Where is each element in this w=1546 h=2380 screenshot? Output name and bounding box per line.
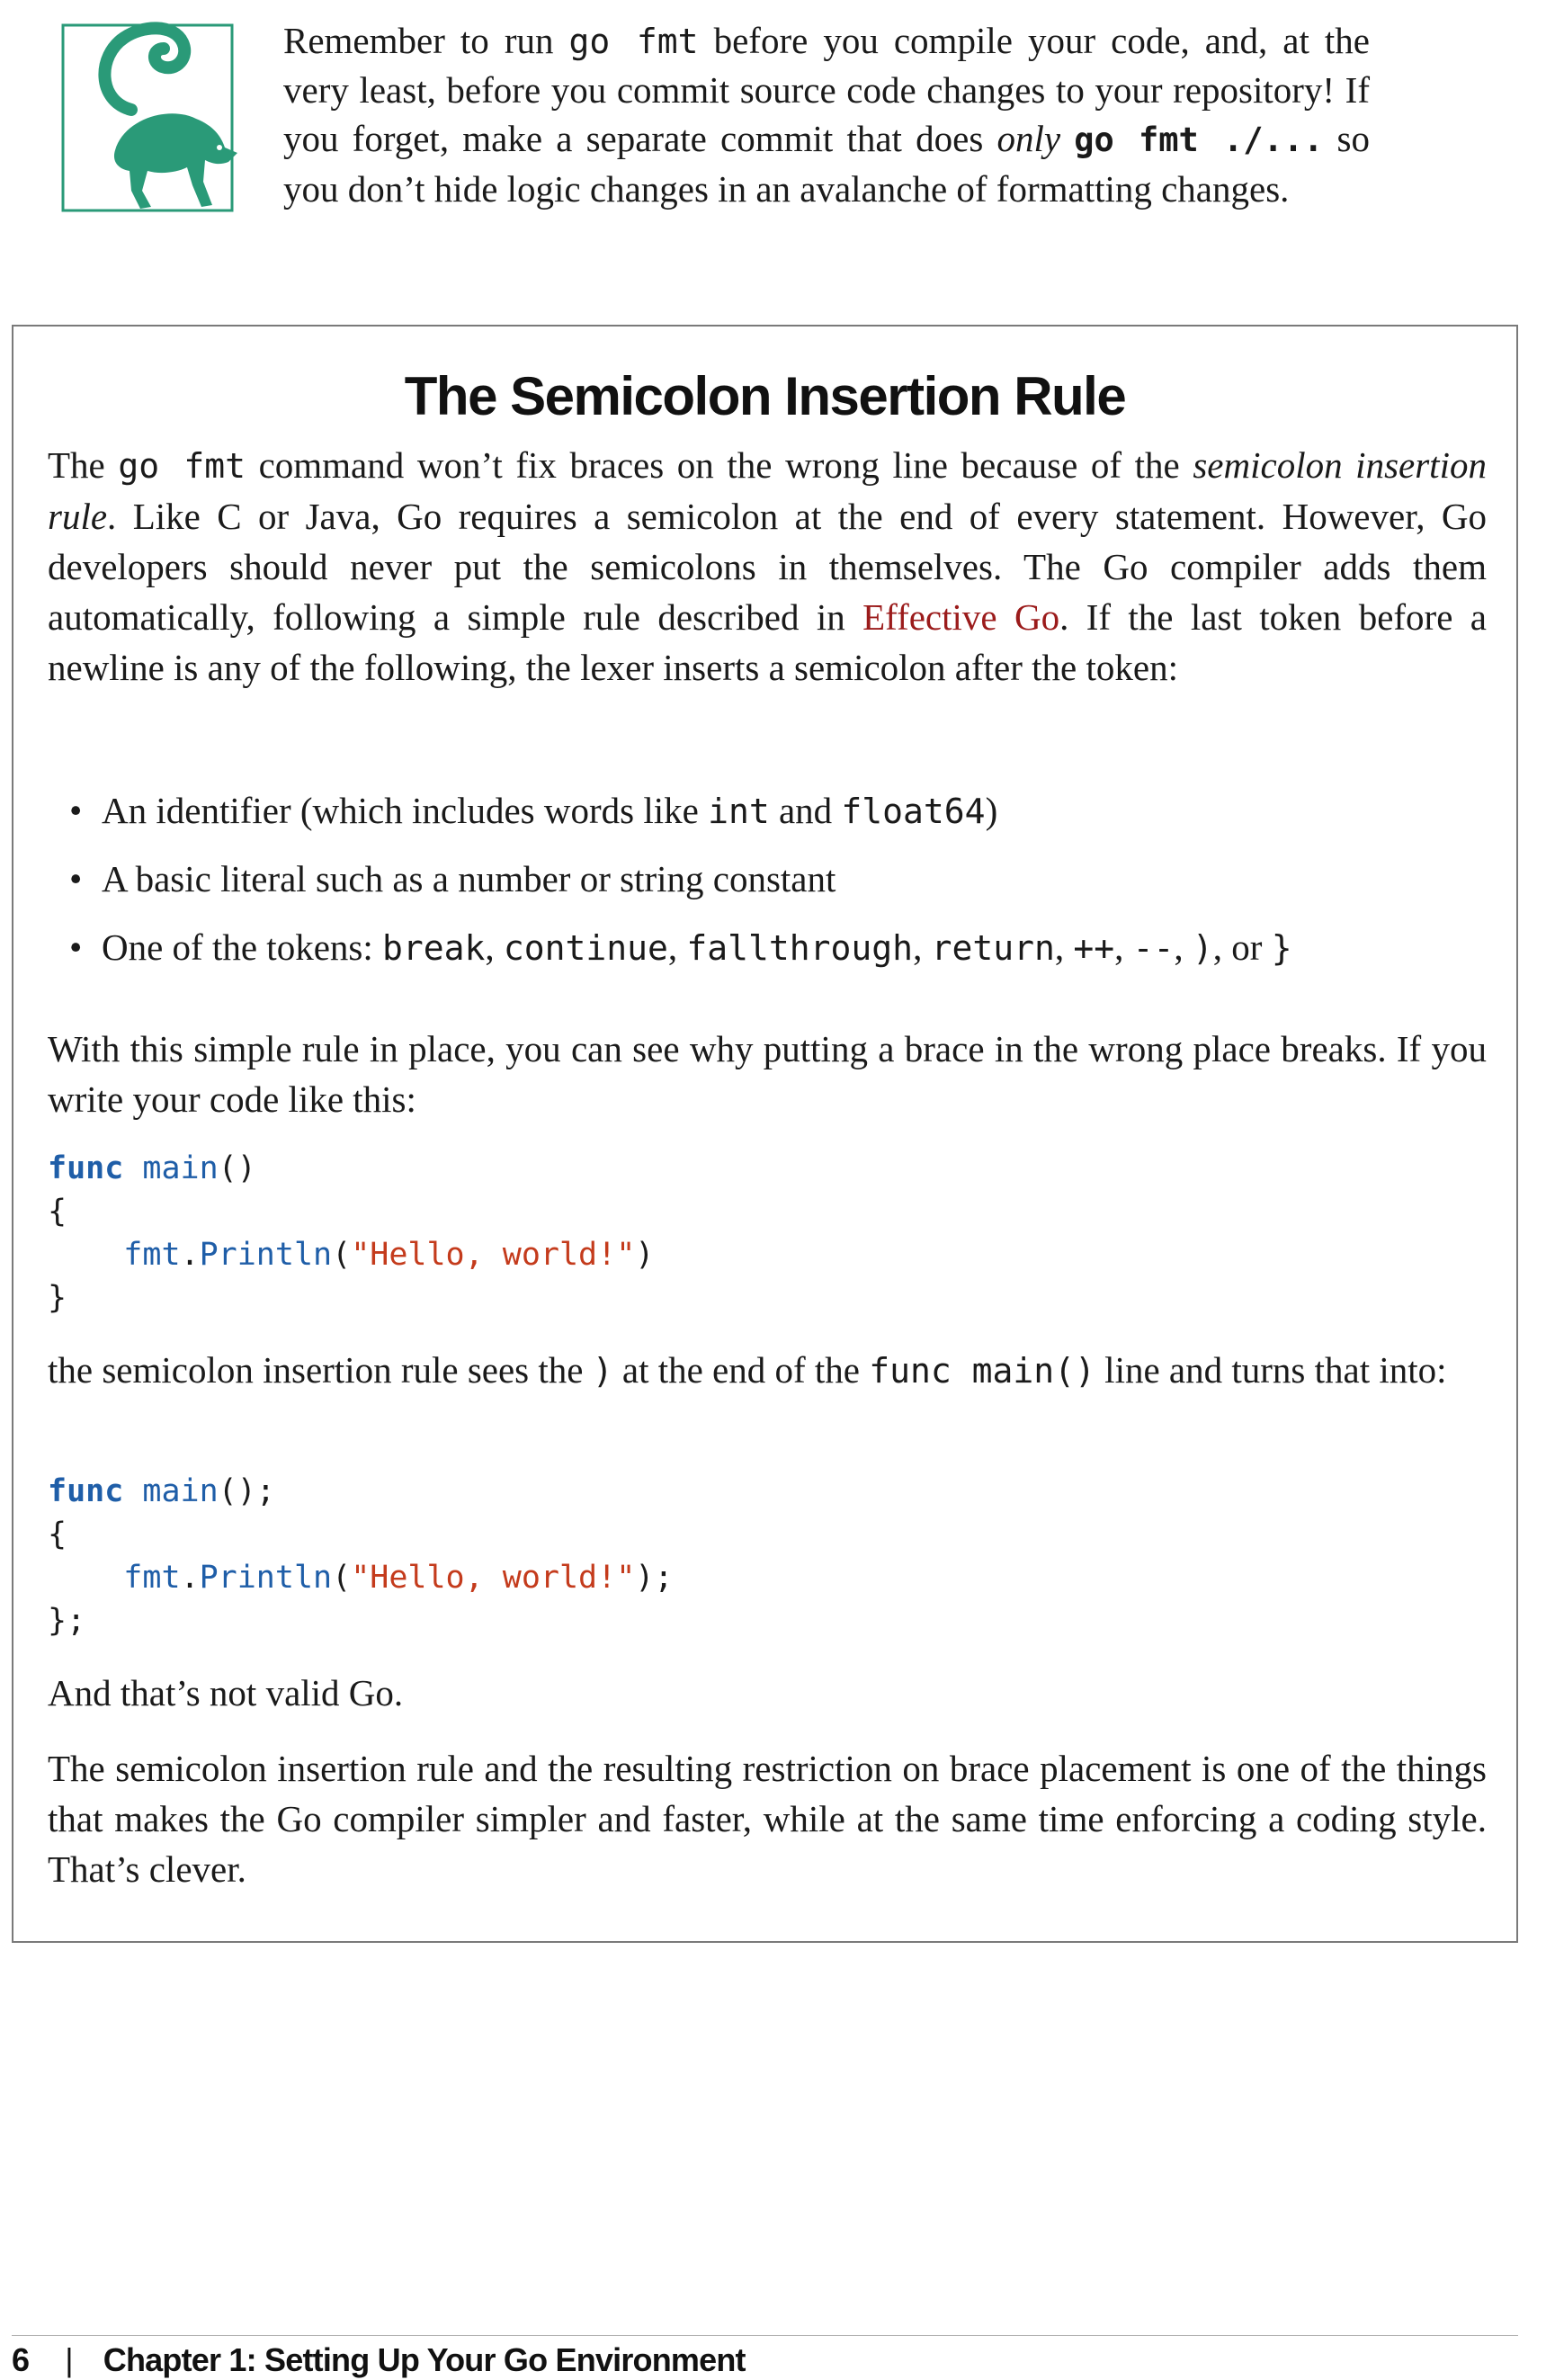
inline-code-bold: go fmt ./...	[1074, 121, 1324, 159]
list-item: • A basic literal such as a number or string constant	[69, 858, 836, 899]
sidebar-box	[12, 325, 1518, 1943]
inline-code: go fmt	[118, 446, 246, 486]
list-item: • An identifier (which includes words like int and float64)	[69, 790, 998, 831]
sidebar-paragraph: And that’s not valid Go.	[48, 1672, 404, 1713]
sidebar-paragraph: the semicolon insertion rule sees the ) at the end of the func main() line and turns that into:	[48, 1349, 1447, 1391]
code-block-with-semicolons: func main(); { fmt.Println("Hello, world!"); };	[48, 1473, 674, 1639]
inline-code: )	[592, 1351, 613, 1391]
footer-rule	[12, 2335, 1518, 2336]
list-item: • One of the tokens: break, continue, fallthrough, return, ++, --, ), or }	[69, 926, 1292, 968]
footer-separator: |	[65, 2341, 73, 2378]
sidebar-paragraph-conclusion: The semicolon insertion rule and the resulting restriction on brace placement is one of the things that makes the Go compiler simpler and faster, while at the same time enforcing a coding style. That’s clever.	[48, 1748, 1487, 1890]
page-footer	[12, 2341, 746, 2379]
token-list	[48, 785, 1487, 990]
term-emphasis: semicolon insertion rule	[48, 444, 1487, 537]
inline-code: float64	[841, 792, 986, 831]
sidebar-paragraph: With this simple rule in place, you can see why putting a brace in the wrong place breaks. If you write your code like this:	[48, 1028, 1487, 1120]
inline-code: int	[708, 792, 770, 831]
lemur-tip-icon	[61, 2, 241, 232]
tip-text: Remember to run go fmt before you compile your code, and, at the very least, before you commit source code changes to your repository! If you forget, make a separate commit that does only go fmt ./... so you don’t hide logic changes in an avalanche of formatting changes.	[283, 20, 1371, 210]
sidebar-paragraph-intro: The go fmt command won’t fix braces on the wrong line because of the semicolon insertion rule. Like C or Java, Go requires a semicolon at the end of every statement. However, Go developers should never put the semicolons in themselves. The Go compiler adds them automatically, following a simple rule described in Effective Go. If the last token before a newline is any of the following, the lexer inserts a semicolon after the token:	[48, 444, 1487, 688]
sidebar-title: The Semicolon Insertion Rule	[404, 366, 1126, 426]
inline-code: go fmt	[568, 22, 699, 61]
chapter-title: Chapter 1: Setting Up Your Go Environment	[103, 2341, 746, 2378]
page-number: 6	[12, 2341, 30, 2378]
code-block-incorrect: func main() { fmt.Println("Hello, world!") }	[48, 1150, 655, 1316]
effective-go-link[interactable]: Effective Go	[862, 596, 1060, 638]
emphasis: only	[996, 118, 1061, 159]
inline-code: func main()	[869, 1351, 1095, 1391]
